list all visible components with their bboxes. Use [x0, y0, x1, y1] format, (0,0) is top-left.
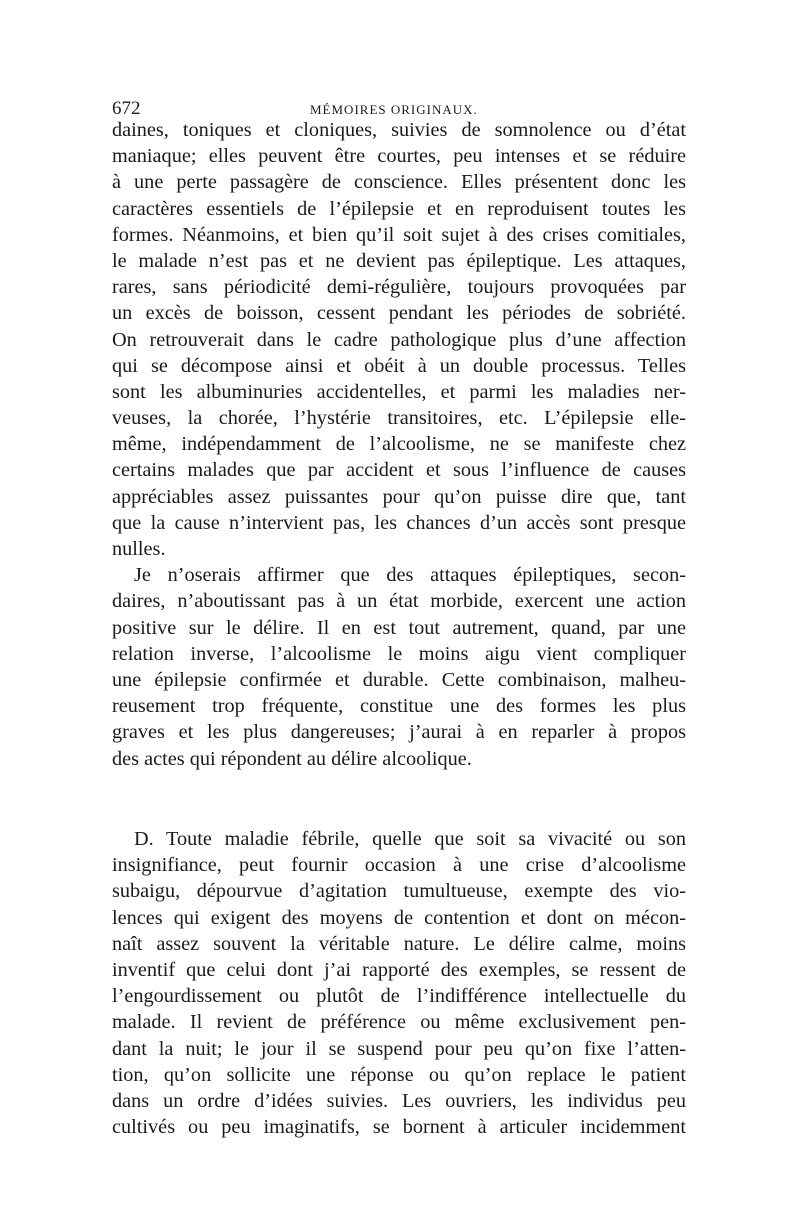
text-line: daines, toniques et cloniques, suivies de somnolence ou d’état	[112, 119, 686, 141]
text-line: daires, n’aboutissant pas à un état morbide, exercent une action	[112, 590, 686, 613]
text-line: Je n’oserais affirmer que des attaques épileptiques, secon-	[134, 564, 686, 587]
paragraph-epilepsy	[112, 562, 686, 772]
text-line: un excès de boisson, cessent pendant les périodes de sobriété.	[112, 302, 686, 325]
text-line: subaigu, dépourvue d’agitation tumultueuse, exempte des vio-	[112, 880, 686, 903]
text-line: le malade n’est pas et ne devient pas épileptique. Les attaques,	[112, 249, 686, 272]
text-line: que la cause n’intervient pas, les chances d’un accès sont presque	[112, 511, 686, 534]
text-line: insignifiance, peut fournir occasion à une crise d’alcoolisme	[112, 854, 686, 877]
text-line: tion, qu’on sollicite une réponse ou qu’on replace le patient	[112, 1063, 686, 1086]
text-line: maniaque; elles peuvent être courtes, peu intenses et se réduire	[112, 145, 686, 168]
text-line: cultivés ou peu imaginatifs, se bornent à articuler incidemment	[112, 1116, 686, 1139]
text-line: sont les albuminuries accidentelles, et parmi les maladies ner-	[112, 380, 686, 403]
text-line: l’engourdissement ou plutôt de l’indifférence intellectuelle du	[112, 985, 686, 1008]
text-line: nulles.	[112, 538, 166, 560]
text-line: caractères essentiels de l’épilepsie et en reproduisent toutes les	[112, 197, 686, 220]
text-line: certains malades que par accident et sous l’influence de causes	[112, 459, 686, 482]
text-line: à une perte passagère de conscience. Elles présentent donc les	[112, 171, 686, 194]
body-text-lower	[112, 826, 686, 1140]
text-line: inventif que celui dont j’ai rapporté des exemples, se ressent de	[112, 958, 686, 981]
text-line: positive sur le délire. Il en est tout autrement, quand, par une	[112, 616, 686, 639]
text-line: lences qui exigent des moyens de contention et dont on mécon-	[112, 906, 686, 929]
page-number: 672	[112, 98, 141, 119]
running-title: MÉMOIRES ORIGINAUX.	[310, 102, 478, 117]
text-line: qui se décompose ainsi et obéit à un double processus. Telles	[112, 354, 686, 377]
paragraph-continued	[112, 117, 686, 562]
text-line: rares, sans périodicité demi-régulière, toujours provoquées par	[112, 276, 686, 299]
text-line: une épilepsie confirmée et durable. Cette combinaison, malheu-	[112, 668, 686, 691]
text-line: On retrouverait dans le cadre pathologique plus d’une affection	[112, 328, 686, 351]
paragraph-section-d	[112, 826, 686, 1140]
text-line: appréciables assez puissantes pour qu’on puisse dire que, tant	[112, 485, 686, 508]
text-line: graves et les plus dangereuses; j’aurai à en reparler à propos	[112, 721, 686, 744]
text-line: formes. Néanmoins, et bien qu’il soit sujet à des crises comitiales,	[112, 223, 686, 246]
text-line: dans un ordre d’idées suivies. Les ouvriers, les individus peu	[112, 1089, 686, 1112]
text-line: relation inverse, l’alcoolisme le moins aigu vient compliquer	[112, 642, 686, 665]
text-line: naît assez souvent la véritable nature. Le délire calme, moins	[112, 932, 686, 955]
text-line: même, indépendamment de l’alcoolisme, ne se manifeste chez	[112, 433, 686, 456]
body-text-upper	[112, 117, 686, 772]
text-line: malade. Il revient de préférence ou même exclusivement pen-	[112, 1011, 686, 1034]
text-line: D. Toute maladie fébrile, quelle que soit sa vivacité ou son	[134, 828, 686, 850]
text-line: veuses, la chorée, l’hystérie transitoires, etc. L’épilepsie elle-	[112, 407, 686, 430]
text-line: dant la nuit; le jour il se suspend pour peu qu’on fixe l’atten-	[112, 1037, 686, 1060]
text-line: reusement trop fréquente, constitue une des formes les plus	[112, 695, 686, 718]
text-line: des actes qui répondent au délire alcoolique.	[112, 747, 472, 770]
